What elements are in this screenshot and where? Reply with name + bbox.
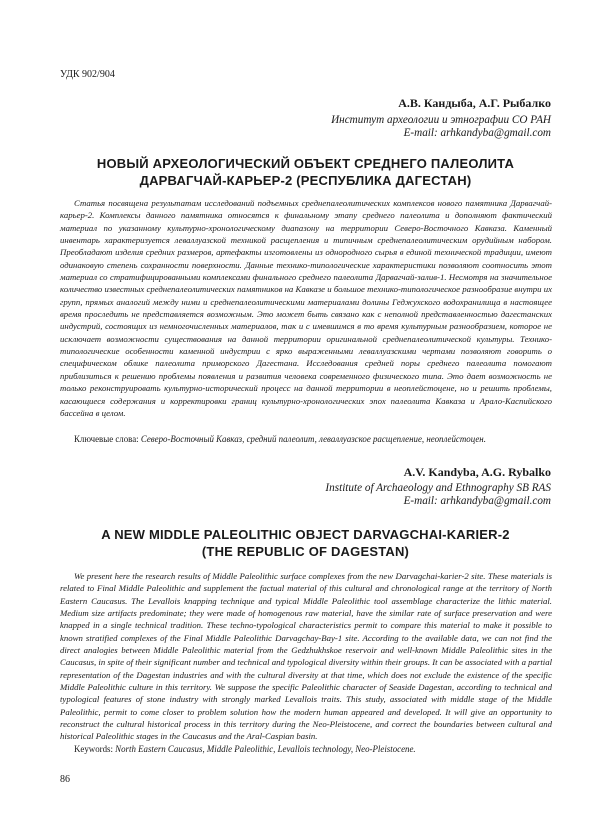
en-keywords [60, 743, 552, 755]
en-authors: A.V. Kandyba, A.G. Rybalko [403, 465, 551, 479]
ru-abstract: Статья посвящена результатам исследований подъемных среднепалеолитических комплексов нового памятника Дарвагчай-карьер-2. Комплексы данного памятника относятся к финальному этапу среднего палеолита и дополняют фактический материал по указанному культурно-хронологическому диапазону на территории Северо-Восточного Кавказа. Каменный инвентарь характеризуется леваллуазской техникой расщепления и типичным среднепалеолитическим орудийным набором. Преобладают изделия средних размеров, артефакты изготовлены из однородного сырья в единой технической традиции, имеют одинаковую степень сохранности поверхности. Данные технико-типологические характеристики позволяют соотносить этот материал со стратифицированными комплексами финального среднего палеолита Дарвагчай-залив-1. Несмотря на значительное количество известных среднепалеолитических памятников на Кавказе и большое технико-типологическое разнообразие внутри их групп, прямых аналогий между ними и среднепалеолитическими материалами долины Геджухского водохранилища в настоящее время проследить не представляется возможным. Это может быть связано как с неполной представленностью дагестанских индустрий, состоящих из немногочисленных материалов, так и с имевшимся в то время культурным разнообразием, которое не исключает возможности существования на данной территории оригинальной среднепалеолитической культуры. Технико-типологические особенности каменной индустрии с ярко выраженными леваллуазскими чертами позволяют говорить о специфическом облике палеолита приморского Дагестана. Исследования средней поры среднего палеолита помогают приблизиться к решению проблемы появления и развития человека современного физического типа. Это дает возможность не только реконструировать культурно-исторический процесс на данной территории в неоплейстоцене, но и решить проблемы, касающиеся содержания и корректировки границ культурно-хронологических эпох палеолита Кавказа и Арало-Каспийского бассейна в целом. [60, 198, 552, 418]
ru-keywords-label: Ключевые слова: [74, 434, 139, 444]
ru-authors: А.В. Кандыба, А.Г. Рыбалко [398, 96, 551, 110]
ru-institute: Институт археологии и этнографии СО РАН [331, 114, 551, 126]
ru-title-line2: ДАРВАГЧАЙ-КАРЬЕР-2 (РЕСПУБЛИКА ДАГЕСТАН) [139, 173, 472, 188]
ru-keywords [60, 433, 552, 445]
en-keywords-label: Keywords: [74, 744, 113, 754]
en-title [60, 526, 551, 560]
ru-email: E-mail: arhkandyba@gmail.com [403, 127, 551, 139]
udk-code: УДК 902/904 [60, 69, 115, 80]
ru-keywords-list: Северо-Восточный Кавказ, средний палеолит, леваллуазское расщепление, неоплейстоцен. [140, 434, 486, 444]
en-abstract: We present here the research results of Middle Paleolithic surface complexes from the new Darvagchai-karier-2 site. These materials is related to Final Middle Paleolithic and supplement the factual material of this cultural and chronological range at the territory of North Eastern Caucasus. The Levallois knapping technique and typical Middle Paleolithic tool assemblage characterize the lithic material. Medium size artifacts predominate; they were made of homogenous raw material, have the similar rate of surface preservation and were knapped in a single technical tradition. These techno-typological characteristics permit to compare this material to make it possible to known stratified complexes of the Final Middle Paleolithic Darvagchay-Bay-1 site. According to the available data, we can not find the direct analogies between Middle Paleolithic material from the Gedzhukhskoe reservoir and well-known Middle Paleolithic sites in the Caucasus, in spite of their significant number and technical and typological diversity within their groups. It can be associated with a partial representation of the Dagestan industries and with the cultural diversity at that time, which does not exclude the existence of the specific Middle Paleolithic culture in this territory. We suppose the specific Paleolithic character of Seaside Dagestan, according to technical and typological features of stone industry with strongly marked Levallois traits. This study, associated with middle stage of the Middle Paleolithic, permit to come closer to problem solution how the modern human appeared and developed. It will give an opportunity to reconstruct the cultural historical process in this territory during the Neo-Pleistocene, and correct the boundaries between cultural and historical Paleolithic stages in the Caucasus and the Aral-Caspian basin. [60, 571, 552, 742]
en-email: E-mail: arhkandyba@gmail.com [403, 495, 551, 507]
en-title-line1: A NEW MIDDLE PALEOLITHIC OBJECT DARVAGCHAI-KARIER-2 [101, 527, 510, 542]
ru-title-line1: НОВЫЙ АРХЕОЛОГИЧЕСКИЙ ОБЪЕКТ СРЕДНЕГО ПАЛЕОЛИТА [96, 156, 515, 171]
page-number: 86 [60, 774, 70, 785]
en-institute: Institute of Archaeology and Ethnography SB RAS [325, 482, 551, 494]
en-keywords-list: North Eastern Caucasus, Middle Paleolithic, Levallois technology, Neo-Pleistocene. [115, 744, 416, 754]
en-title-line2: (THE REPUBLIC OF DAGESTAN) [201, 544, 410, 559]
ru-title [60, 155, 551, 189]
